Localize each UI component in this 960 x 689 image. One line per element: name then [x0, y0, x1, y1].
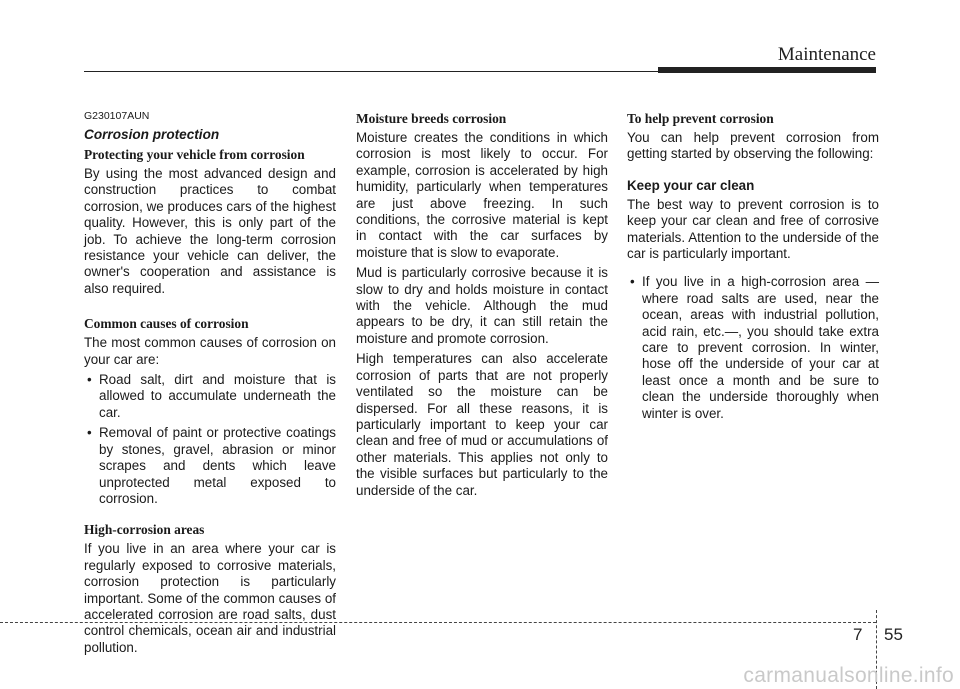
paragraph-keep-clean: The best way to prevent corrosion is to keep your car clean and free of corrosive materials. Attention to the underside of the car is particularly important. [627, 196, 879, 262]
paragraph-common-causes: The most common causes of corrosion on your car are: [84, 335, 336, 367]
column-2 [356, 110, 608, 503]
paragraph-protecting: By using the most advanced design and construction practices to combat corrosion, we produces cars of the highest quality. However, this is only part of the job. To achieve the long-term corrosion resistance your vehicle can deliver, the owner's cooperation and assistance is also required. [84, 166, 336, 296]
header-rule-accent [658, 67, 876, 73]
paragraph-moisture: Moisture creates the conditions in which corrosion is most likely to occur. For example, corrosion is accelerated by high humidity, particularly when temperatures are just above freezing. In such conditions, the corrosive material is kept in contact with the car surfaces by moisture that is slow to evaporate. [356, 130, 608, 260]
subheading-protecting: Protecting your vehicle from corrosion [84, 147, 305, 162]
chapter-number: 7 [853, 625, 863, 644]
header-rule [84, 71, 662, 72]
column-1 [84, 110, 336, 660]
paragraph-high-temperatures: High temperatures can also accelerate corrosion of parts that are not properly ventilated so the moisture can be dispersed. For all these reasons, it is particularly important to keep your car clean and free of mud or accumulations of other materials. This applies not only to the visible surfaces but particularly to the underside of the car. [356, 351, 608, 498]
page-number: 55 [884, 625, 903, 644]
footer-rule [0, 622, 876, 623]
section-title: Corrosion protection [84, 127, 220, 142]
paragraph-mud: Mud is particularly corrosive because it is slow to dry and holds moisture in contact with the vehicle. Although the mud appears to be dry, it can still retain the moisture and promote corrosion. [356, 265, 608, 346]
subheading-moisture: Moisture breeds corrosion [356, 111, 507, 126]
paragraph-prevent: You can help prevent corrosion from getting started by observing the following: [627, 130, 879, 162]
column-3 [627, 110, 879, 426]
bullet-icon: • [87, 425, 92, 441]
prevention-list [627, 274, 879, 422]
causes-list [84, 372, 336, 507]
subheading-keep-clean: Keep your car clean [627, 177, 755, 193]
subheading-high-corrosion: High-corrosion areas [84, 522, 205, 538]
section-code: G230107AUN [84, 110, 150, 122]
list-item: • If you live in a high-corrosion area — where road salts are used, near the ocean, areas with industrial pollution, acid rain, etc.—, you should take extra care to prevent corrosion. In winter, hose off the underside of your car at least once a month and be sure to clean the underside thoroughly when winter is over. [630, 274, 879, 421]
list-item: • Road salt, dirt and moisture that is allowed to accumulate underneath the car. [87, 372, 336, 420]
bullet-icon: • [87, 372, 92, 388]
paragraph-high-corrosion: If you live in an area where your car is regularly exposed to corrosive materials, corrosion protection is particularly important. Some of the common causes of accelerated corrosion are road salts, dust control chemicals, ocean air and industrial pollution. [84, 541, 336, 655]
subheading-prevent: To help prevent corrosion [627, 111, 774, 126]
list-item: • Removal of paint or protective coatings by stones, gravel, abrasion or minor scrapes and dents which leave unprotected metal exposed to corrosion. [87, 425, 336, 506]
subheading-common-causes: Common causes of corrosion [84, 316, 249, 332]
running-header-title: Maintenance [777, 44, 876, 65]
watermark: carmanualsonline.info [743, 664, 954, 687]
bullet-icon: • [630, 274, 635, 290]
